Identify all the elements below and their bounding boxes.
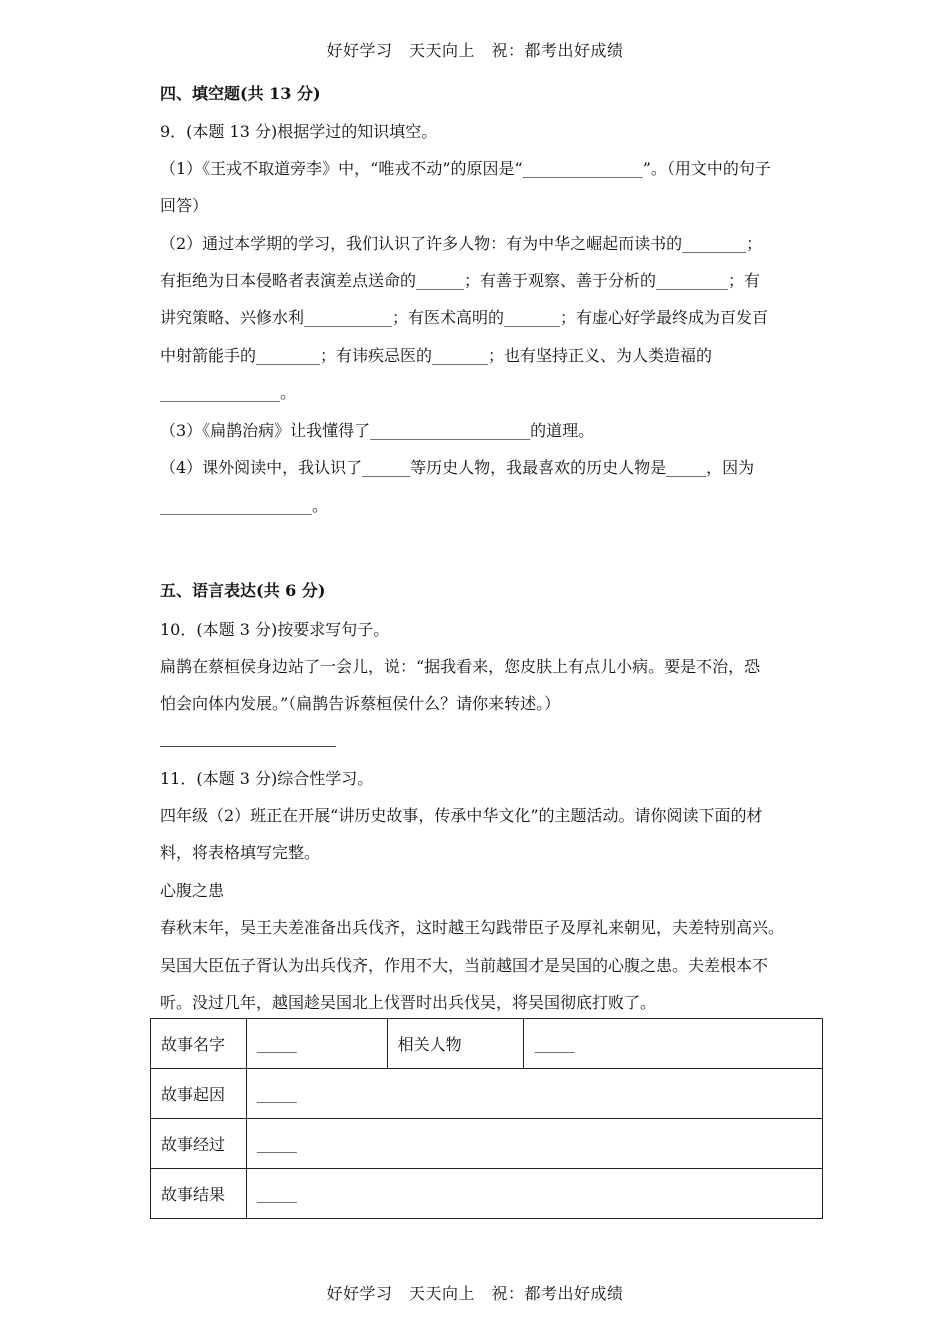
- q9-part2-line1: （2）通过本学期的学习，我们认识了许多人物：有为中华之崛起而读书的________；: [160, 234, 763, 253]
- story-process-answer[interactable]: _____: [246, 1119, 822, 1169]
- q10-answer-line[interactable]: [160, 746, 336, 747]
- story-line2: 吴国大臣伍子胥认为出兵伐齐，作用不大，当前越国才是吴国的心腹之患。夫差根本不: [160, 956, 769, 975]
- q10-stem: 10．(本题 3 分)按要求写句子。: [160, 620, 390, 639]
- story-line1: 春秋末年，吴王夫差准备出兵伐齐，这时越王勾践带臣子及厚礼来朝见，夫差特别高兴。: [160, 918, 785, 937]
- related-person-label: 相关人物: [387, 1019, 524, 1069]
- q9-part2-line4: 中射箭能手的________；有讳疾忌医的_______；也有坚持正义、为人类造福的: [160, 346, 713, 365]
- page-header: 好好学习 天天向上 祝：都考出好成绩: [326, 41, 624, 60]
- table-row: [151, 1169, 823, 1219]
- story-process-label: 故事经过: [151, 1119, 247, 1169]
- q9-part2-line2: 有拒绝为日本侵略者表演差点送命的______；有善于观察、善于分析的_________；有: [160, 271, 761, 290]
- story-table: [150, 1018, 823, 1219]
- related-person-answer[interactable]: _____: [524, 1019, 823, 1069]
- table-row: [151, 1019, 823, 1069]
- q9-part1-line1: （1）《王戎不取道旁李》中，“唯戎不动”的原因是“_______________”。（用文中的句子: [160, 159, 771, 178]
- table-row: [151, 1119, 823, 1169]
- q9-part2-line3: 讲究策略、兴修水利___________；有医术高明的_______；有虚心好学最终成为百发百: [160, 308, 769, 327]
- q11-line1: 四年级（2）班正在开展“讲历史故事，传承中华文化”的主题活动。请你阅读下面的材: [160, 806, 763, 825]
- story-result-label: 故事结果: [151, 1169, 247, 1219]
- q9-part3: （3）《扁鹊治病》让我懂得了____________________的道理。: [160, 421, 595, 440]
- story-name-answer[interactable]: _____: [246, 1019, 387, 1069]
- page-footer: 好好学习 天天向上 祝：都考出好成绩: [326, 1284, 624, 1303]
- q11-stem: 11．(本题 3 分)综合性学习。: [160, 769, 374, 788]
- q11-line2: 料，将表格填写完整。: [160, 843, 321, 862]
- q10-line1: 扁鹊在蔡桓侯身边站了一会儿，说：“据我看来，您皮肤上有点儿小病。要是不治，恐: [160, 657, 761, 676]
- q9-part2-line5: _______________。: [160, 383, 297, 402]
- story-line3: 听。没过几年，越国趁吴国北上伐晋时出兵伐吴，将吴国彻底打败了。: [160, 993, 657, 1012]
- q10-line2: 怕会向体内发展。”（扁鹊告诉蔡桓侯什么？请你来转述。）: [160, 694, 561, 713]
- story-title: 心腹之患: [160, 881, 225, 900]
- q9-part4-line1: （4）课外阅读中，我认识了______等历史人物，我最喜欢的历史人物是_____，因为: [160, 458, 755, 477]
- story-cause-label: 故事起因: [151, 1069, 247, 1119]
- section-5-title: 五、语言表达(共 6 分): [160, 581, 326, 600]
- story-name-label: 故事名字: [151, 1019, 247, 1069]
- q9-stem: 9．(本题 13 分)根据学过的知识填空。: [160, 122, 438, 141]
- q9-part1-line2: 回答）: [160, 196, 209, 215]
- section-4-title: 四、填空题(共 13 分): [160, 84, 321, 103]
- story-result-answer[interactable]: _____: [246, 1169, 822, 1219]
- q9-part4-line2: ___________________。: [160, 496, 329, 515]
- story-cause-answer[interactable]: _____: [246, 1069, 822, 1119]
- table-row: [151, 1069, 823, 1119]
